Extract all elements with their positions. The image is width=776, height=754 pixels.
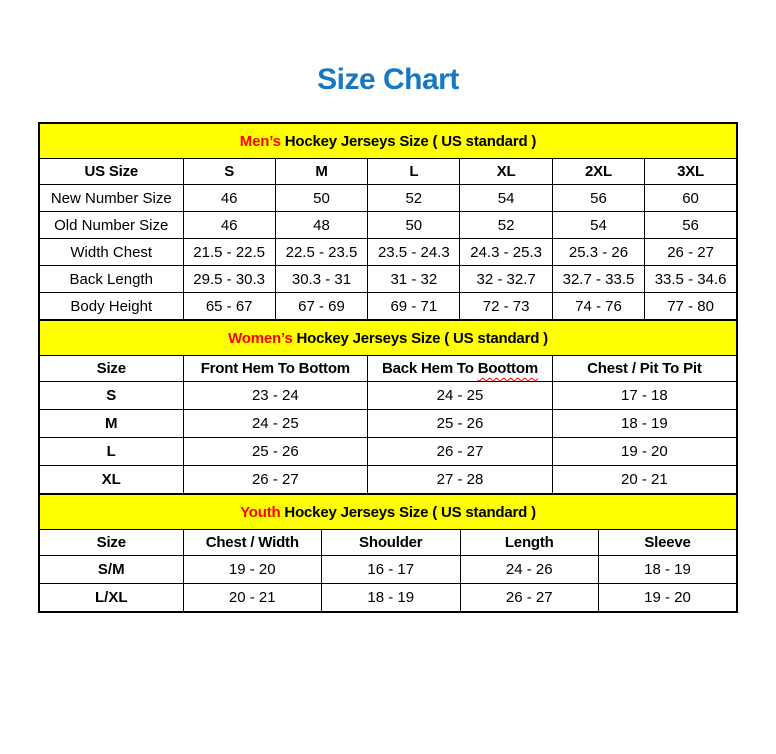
misspelled-word: Boottom	[477, 360, 538, 377]
column-header: Size	[39, 356, 183, 382]
mens-header-row	[39, 159, 737, 185]
value-cell: 56	[552, 185, 644, 212]
mens-title-highlight: Men’s	[239, 132, 281, 150]
value-cell: 18 - 19	[552, 410, 737, 438]
page-title: Size Chart	[317, 63, 459, 96]
value-cell: 46	[183, 212, 275, 239]
value-cell: 24 - 25	[183, 410, 368, 438]
row-label: Old Number Size	[39, 212, 183, 239]
row-label: M	[39, 410, 183, 438]
column-header: US Size	[39, 159, 183, 185]
value-cell: 60	[645, 185, 737, 212]
column-header: Sleeve	[599, 530, 738, 556]
value-cell: 54	[552, 212, 644, 239]
mens-title-rest: Hockey Jerseys Size ( US standard )	[280, 132, 537, 150]
value-cell: 21.5 - 22.5	[183, 239, 275, 266]
value-cell: 69 - 71	[368, 293, 460, 321]
table-row	[39, 438, 737, 466]
value-cell: 25 - 26	[183, 438, 368, 466]
row-label: New Number Size	[39, 185, 183, 212]
row-label: L	[39, 438, 183, 466]
value-cell: 19 - 20	[552, 438, 737, 466]
table-row	[39, 410, 737, 438]
column-header: L	[368, 159, 460, 185]
value-cell: 24 - 26	[460, 556, 599, 584]
value-cell: 67 - 69	[275, 293, 367, 321]
womens-header-row	[39, 356, 737, 382]
mens-size-table	[38, 122, 738, 321]
table-row	[39, 212, 737, 239]
row-label: S	[39, 382, 183, 410]
tables-region	[38, 122, 738, 613]
value-cell: 22.5 - 23.5	[275, 239, 367, 266]
row-label: XL	[39, 466, 183, 495]
table-row	[39, 293, 737, 321]
table-row	[39, 239, 737, 266]
value-cell: 52	[368, 185, 460, 212]
table-row	[39, 382, 737, 410]
value-cell: 52	[460, 212, 552, 239]
youth-title-highlight: Youth	[240, 503, 281, 521]
table-row	[39, 466, 737, 495]
column-header: 2XL	[552, 159, 644, 185]
mens-band-row	[39, 123, 737, 159]
column-header-text: Back Hem To	[382, 360, 478, 377]
column-header: M	[275, 159, 367, 185]
womens-section-title	[39, 320, 737, 356]
table-row	[39, 185, 737, 212]
youth-header-row	[39, 530, 737, 556]
value-cell: 20 - 21	[552, 466, 737, 495]
value-cell: 56	[645, 212, 737, 239]
value-cell: 26 - 27	[368, 438, 553, 466]
column-header: XL	[460, 159, 552, 185]
value-cell: 17 - 18	[552, 382, 737, 410]
column-header: Front Hem To Bottom	[183, 356, 368, 382]
value-cell: 24.3 - 25.3	[460, 239, 552, 266]
value-cell: 30.3 - 31	[275, 266, 367, 293]
column-header: Length	[460, 530, 599, 556]
value-cell: 50	[275, 185, 367, 212]
value-cell: 20 - 21	[183, 584, 322, 613]
value-cell: 16 - 17	[322, 556, 461, 584]
value-cell: 72 - 73	[460, 293, 552, 321]
row-label: S/M	[39, 556, 183, 584]
column-header: Chest / Width	[183, 530, 322, 556]
value-cell: 19 - 20	[183, 556, 322, 584]
column-header	[368, 356, 553, 382]
youth-size-table	[38, 493, 738, 613]
value-cell: 32.7 - 33.5	[552, 266, 644, 293]
value-cell: 46	[183, 185, 275, 212]
value-cell: 23 - 24	[183, 382, 368, 410]
value-cell: 33.5 - 34.6	[645, 266, 737, 293]
value-cell: 27 - 28	[368, 466, 553, 495]
youth-band-row	[39, 494, 737, 530]
value-cell: 18 - 19	[322, 584, 461, 613]
value-cell: 26 - 27	[183, 466, 368, 495]
table-row	[39, 584, 737, 613]
youth-section-title	[39, 494, 737, 530]
value-cell: 50	[368, 212, 460, 239]
womens-title-highlight: Women’s	[228, 329, 293, 347]
youth-title-rest: Hockey Jerseys Size ( US standard )	[280, 503, 536, 521]
row-label: L/XL	[39, 584, 183, 613]
row-label: Width Chest	[39, 239, 183, 266]
table-row	[39, 266, 737, 293]
column-header: Shoulder	[322, 530, 461, 556]
value-cell: 25 - 26	[368, 410, 553, 438]
column-header: Size	[39, 530, 183, 556]
value-cell: 31 - 32	[368, 266, 460, 293]
mens-section-title	[39, 123, 737, 159]
value-cell: 77 - 80	[645, 293, 737, 321]
column-header: 3XL	[645, 159, 737, 185]
womens-title-rest: Hockey Jerseys Size ( US standard )	[292, 329, 548, 347]
value-cell: 48	[275, 212, 367, 239]
row-label: Body Height	[39, 293, 183, 321]
value-cell: 25.3 - 26	[552, 239, 644, 266]
size-chart-document	[0, 62, 776, 613]
value-cell: 19 - 20	[599, 584, 738, 613]
value-cell: 23.5 - 24.3	[368, 239, 460, 266]
column-header: S	[183, 159, 275, 185]
column-header: Chest / Pit To Pit	[552, 356, 737, 382]
value-cell: 18 - 19	[599, 556, 738, 584]
value-cell: 26 - 27	[645, 239, 737, 266]
womens-size-table	[38, 319, 738, 495]
value-cell: 24 - 25	[368, 382, 553, 410]
row-label: Back Length	[39, 266, 183, 293]
value-cell: 65 - 67	[183, 293, 275, 321]
value-cell: 29.5 - 30.3	[183, 266, 275, 293]
value-cell: 26 - 27	[460, 584, 599, 613]
table-row	[39, 556, 737, 584]
value-cell: 74 - 76	[552, 293, 644, 321]
value-cell: 54	[460, 185, 552, 212]
value-cell: 32 - 32.7	[460, 266, 552, 293]
womens-band-row	[39, 320, 737, 356]
